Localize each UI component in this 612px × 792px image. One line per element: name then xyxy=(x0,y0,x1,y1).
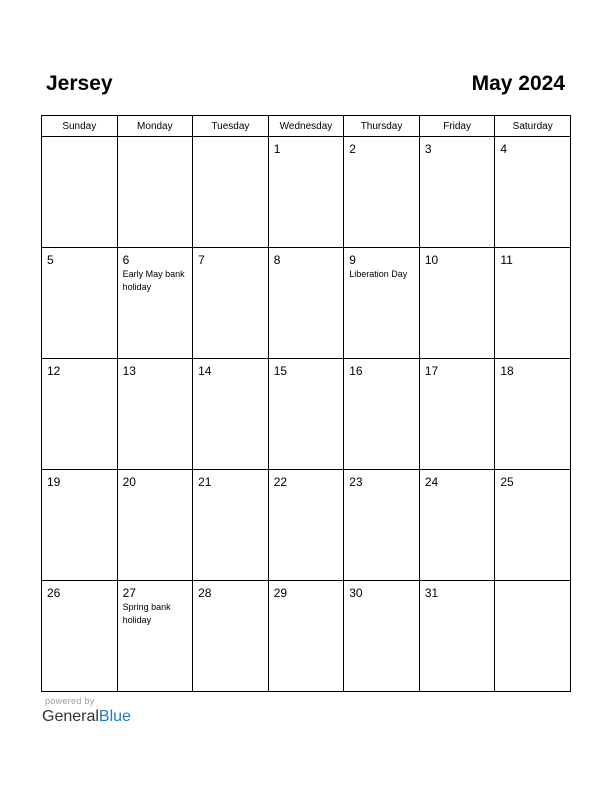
day-cell xyxy=(42,470,118,581)
calendar-region-title: Jersey xyxy=(46,72,113,95)
day-cell xyxy=(42,359,118,470)
day-number: 21 xyxy=(198,475,212,489)
holiday-label: Early May bank holiday xyxy=(122,269,185,292)
day-number: 10 xyxy=(424,253,439,267)
week-row xyxy=(42,581,571,692)
weekday-header: Friday xyxy=(419,116,495,137)
day-number: 1 xyxy=(273,142,281,156)
day-cell xyxy=(117,581,193,692)
day-cell xyxy=(193,248,269,359)
day-number: 7 xyxy=(198,253,205,267)
day-cell xyxy=(268,137,344,248)
day-number: 8 xyxy=(273,253,281,267)
day-number: 25 xyxy=(500,475,514,489)
day-number: 22 xyxy=(273,475,288,489)
day-number: 16 xyxy=(349,364,363,378)
day-number: 27 xyxy=(122,586,136,600)
day-cell xyxy=(42,581,118,692)
day-number: 15 xyxy=(273,364,288,378)
day-number: 6 xyxy=(122,253,130,267)
day-cell xyxy=(344,581,420,692)
footer-branding xyxy=(42,696,131,727)
weekday-header: Monday xyxy=(117,116,193,137)
week-row xyxy=(42,359,571,470)
holiday-label: Liberation Day xyxy=(349,269,408,279)
day-cell xyxy=(495,581,571,692)
day-number: 12 xyxy=(47,364,61,378)
day-cell xyxy=(344,470,420,581)
day-cell xyxy=(495,470,571,581)
day-cell xyxy=(268,359,344,470)
day-cell xyxy=(193,137,269,248)
day-cell xyxy=(419,248,495,359)
day-number: 9 xyxy=(349,253,356,267)
day-number: 4 xyxy=(500,142,508,156)
weekday-header: Saturday xyxy=(495,116,571,137)
day-number: 17 xyxy=(424,364,439,378)
day-number: 19 xyxy=(47,475,61,489)
weekday-header-row xyxy=(42,116,571,137)
day-number: 26 xyxy=(47,586,61,600)
day-cell xyxy=(495,248,571,359)
day-cell xyxy=(117,137,193,248)
day-cell xyxy=(419,581,495,692)
calendar-grid xyxy=(41,115,571,692)
day-cell xyxy=(193,359,269,470)
day-cell xyxy=(42,137,118,248)
day-cell xyxy=(495,137,571,248)
day-cell xyxy=(268,581,344,692)
day-number: 31 xyxy=(424,586,439,600)
day-number: 5 xyxy=(47,253,54,267)
day-cell xyxy=(117,248,193,359)
day-cell xyxy=(344,359,420,470)
day-cell xyxy=(495,359,571,470)
day-number: 30 xyxy=(349,586,363,600)
brand-logo[interactable] xyxy=(42,707,131,727)
day-number: 13 xyxy=(122,364,136,378)
week-row xyxy=(42,137,571,248)
day-number: 28 xyxy=(198,586,212,600)
day-number: 23 xyxy=(349,475,363,489)
weekday-header: Thursday xyxy=(344,116,420,137)
day-number: 3 xyxy=(424,142,432,156)
day-cell xyxy=(193,581,269,692)
day-cell xyxy=(419,137,495,248)
day-cell xyxy=(344,137,420,248)
day-cell xyxy=(268,248,344,359)
day-cell xyxy=(268,470,344,581)
week-row xyxy=(42,248,571,359)
day-number: 29 xyxy=(273,586,288,600)
powered-by-text: powered by xyxy=(45,696,95,706)
day-number: 2 xyxy=(349,142,356,156)
day-number: 11 xyxy=(500,253,513,267)
day-cell xyxy=(193,470,269,581)
brand-name-general: General xyxy=(42,708,99,725)
day-cell xyxy=(42,248,118,359)
week-row xyxy=(42,470,571,581)
day-number: 14 xyxy=(198,364,212,378)
day-cell xyxy=(419,359,495,470)
day-cell xyxy=(117,359,193,470)
calendar-month-title: May 2024 xyxy=(471,72,565,95)
day-number: 20 xyxy=(122,475,136,489)
weekday-header: Wednesday xyxy=(268,116,344,137)
weekday-header: Sunday xyxy=(42,116,118,137)
day-number: 18 xyxy=(500,364,514,378)
holiday-label: Spring bank holiday xyxy=(122,602,171,625)
day-cell xyxy=(344,248,420,359)
day-number: 24 xyxy=(424,475,439,489)
brand-name-blue: Blue xyxy=(98,708,131,725)
day-cell xyxy=(117,470,193,581)
weekday-header: Tuesday xyxy=(193,116,269,137)
day-cell xyxy=(419,470,495,581)
